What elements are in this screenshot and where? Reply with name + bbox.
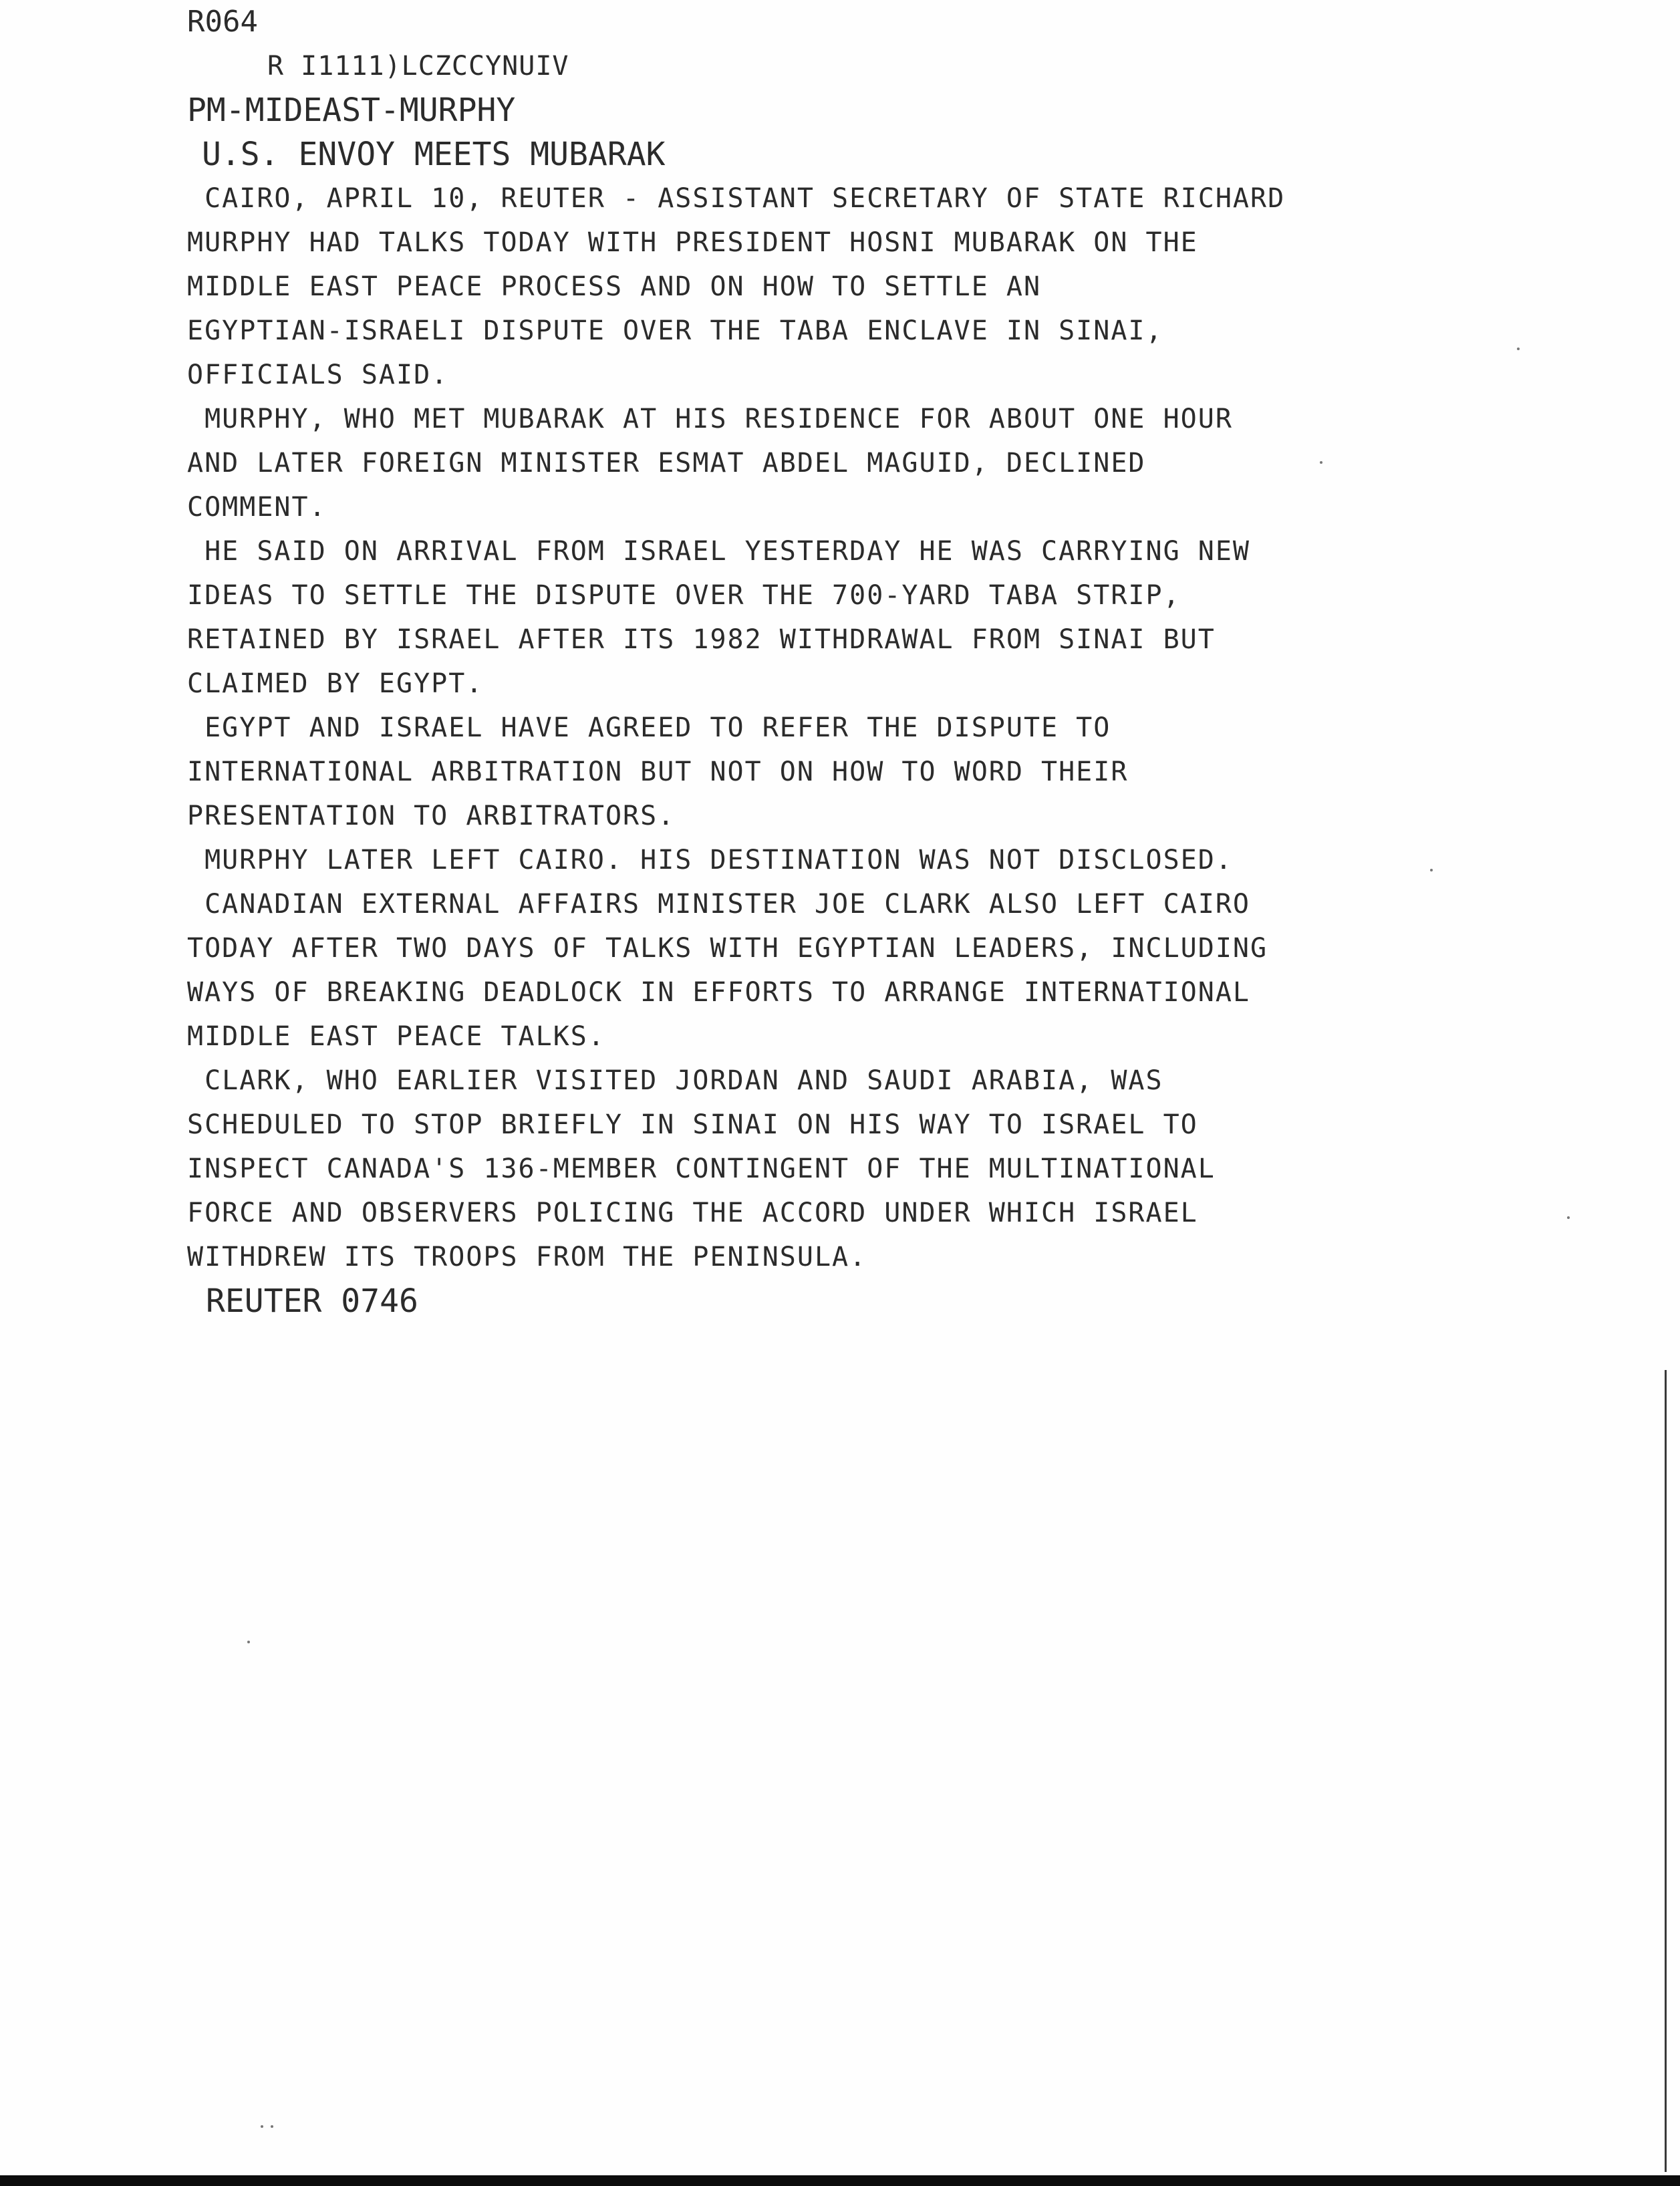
- story-line: CAIRO, APRIL 10, REUTER - ASSISTANT SECRETARY OF STATE RICHARD: [187, 183, 1286, 214]
- story-line: MURPHY, WHO MET MUBARAK AT HIS RESIDENCE FOR ABOUT ONE HOUR: [187, 404, 1233, 434]
- scan-speck: [247, 1641, 250, 1643]
- story-line: MIDDLE EAST PEACE PROCESS AND ON HOW TO SETTLE AN: [187, 271, 1042, 302]
- story-line: RETAINED BY ISRAEL AFTER ITS 1982 WITHDRAWAL FROM SINAI BUT: [187, 624, 1216, 655]
- story-line: WITHDREW ITS TROOPS FROM THE PENINSULA.: [187, 1242, 867, 1272]
- story-line: WAYS OF BREAKING DEADLOCK IN EFFORTS TO ARRANGE INTERNATIONAL: [187, 977, 1251, 1008]
- routing-code: R I1111)LCZCCYNUIV: [267, 51, 569, 82]
- story-line: SCHEDULED TO STOP BRIEFLY IN SINAI ON HIS WAY TO ISRAEL TO: [187, 1109, 1198, 1140]
- scan-speck: [1430, 869, 1433, 871]
- scan-speck: [271, 2125, 273, 2128]
- scan-edge-bottom: [0, 2175, 1680, 2186]
- story-line: PRESENTATION TO ARBITRATORS.: [187, 801, 676, 831]
- story-line: MURPHY HAD TALKS TODAY WITH PRESIDENT HOSNI MUBARAK ON THE: [187, 227, 1198, 258]
- sign-off: REUTER 0746: [206, 1282, 418, 1320]
- scan-speck: [1567, 1216, 1570, 1219]
- story-line: CLARK, WHO EARLIER VISITED JORDAN AND SAUDI ARABIA, WAS: [187, 1065, 1163, 1096]
- story-line: MIDDLE EAST PEACE TALKS.: [187, 1021, 605, 1052]
- scan-edge-right: [1665, 1370, 1667, 2172]
- story-line: FORCE AND OBSERVERS POLICING THE ACCORD UNDER WHICH ISRAEL: [187, 1198, 1198, 1228]
- story-line: CANADIAN EXTERNAL AFFAIRS MINISTER JOE CLARK ALSO LEFT CAIRO: [187, 889, 1251, 920]
- headline: U.S. ENVOY MEETS MUBARAK: [202, 136, 666, 173]
- story-line: INTERNATIONAL ARBITRATION BUT NOT ON HOW TO WORD THEIR: [187, 757, 1129, 787]
- story-line: IDEAS TO SETTLE THE DISPUTE OVER THE 700-YARD TABA STRIP,: [187, 580, 1181, 611]
- story-line: INSPECT CANADA'S 136-MEMBER CONTINGENT OF THE MULTINATIONAL: [187, 1153, 1216, 1184]
- story-line: CLAIMED BY EGYPT.: [187, 668, 484, 699]
- story-line: HE SAID ON ARRIVAL FROM ISRAEL YESTERDAY HE WAS CARRYING NEW: [187, 536, 1251, 567]
- story-line: COMMENT.: [187, 492, 327, 523]
- story-line: OFFICIALS SAID.: [187, 360, 449, 390]
- wire-story: [187, 0, 1363, 1323]
- scan-speck: [261, 2125, 263, 2128]
- story-line: EGYPT AND ISRAEL HAVE AGREED TO REFER THE DISPUTE TO: [187, 712, 1111, 743]
- story-line: EGYPTIAN-ISRAELI DISPUTE OVER THE TABA ENCLAVE IN SINAI,: [187, 315, 1163, 346]
- wire-slug: R064: [187, 5, 258, 39]
- story-line: TODAY AFTER TWO DAYS OF TALKS WITH EGYPTIAN LEADERS, INCLUDING: [187, 933, 1268, 964]
- story-keyword: PM-MIDEAST-MURPHY: [187, 92, 516, 129]
- story-line: MURPHY LATER LEFT CAIRO. HIS DESTINATION WAS NOT DISCLOSED.: [187, 845, 1233, 875]
- scan-speck: [1320, 461, 1322, 464]
- scan-speck: [1517, 348, 1520, 350]
- story-line: AND LATER FOREIGN MINISTER ESMAT ABDEL MAGUID, DECLINED: [187, 448, 1146, 479]
